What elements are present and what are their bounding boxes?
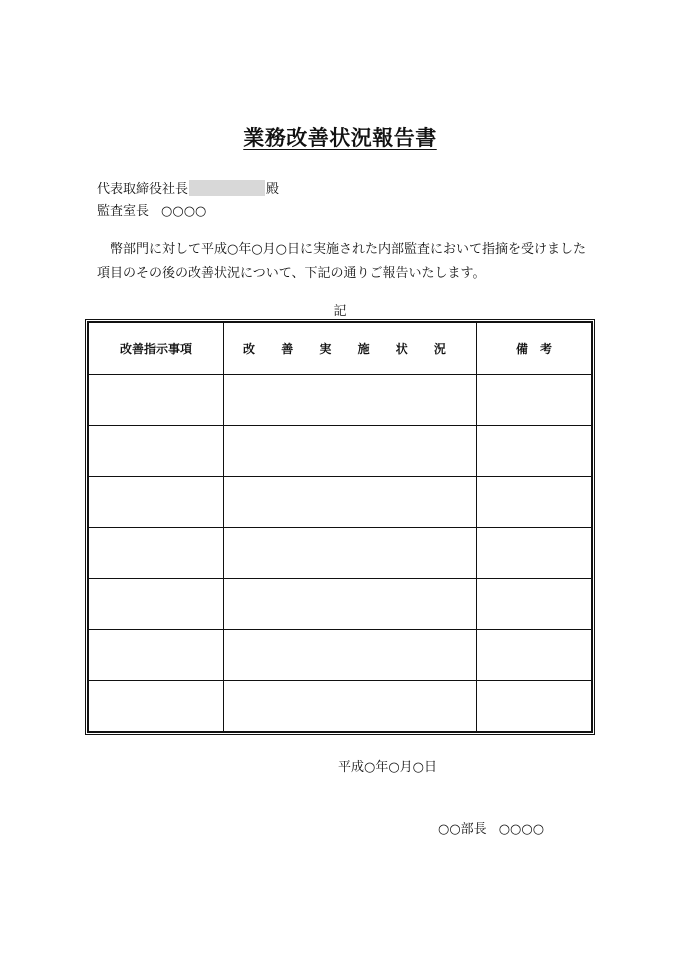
cell-implementation-status (224, 528, 477, 579)
cell-improvement-item (89, 477, 224, 528)
cell-remarks (477, 375, 592, 426)
cell-remarks (477, 477, 592, 528)
redacted-name (189, 180, 265, 196)
body-paragraph (97, 238, 597, 286)
body-line-1: 幣部門に対して平成○年○月○日に実施された内部監査において指摘を受けました (110, 242, 587, 257)
table-row (89, 630, 592, 681)
table-row (89, 528, 592, 579)
signer (438, 818, 544, 837)
cell-remarks (477, 630, 592, 681)
sender (97, 200, 206, 219)
table-row (89, 477, 592, 528)
cell-remarks (477, 681, 592, 732)
header-implementation-status: 改 善 実 施 状 況 (224, 323, 477, 375)
cell-improvement-item (89, 681, 224, 732)
cell-remarks (477, 426, 592, 477)
addressee-title: 代表取締役社長 (97, 182, 189, 197)
cell-improvement-item (89, 426, 224, 477)
cell-implementation-status (224, 681, 477, 732)
cell-implementation-status (224, 477, 477, 528)
cell-implementation-status (224, 426, 477, 477)
table-row (89, 681, 592, 732)
cell-implementation-status (224, 579, 477, 630)
table-header-row (89, 323, 592, 375)
ki-label: 記 (333, 304, 347, 319)
addressee (97, 178, 279, 197)
report-date: 平成○年○月○日 (338, 760, 438, 775)
cell-improvement-item (89, 579, 224, 630)
sender-title: 監査室長 (97, 204, 150, 219)
cell-improvement-item (89, 630, 224, 681)
cell-remarks (477, 579, 592, 630)
table-row (89, 579, 592, 630)
cell-remarks (477, 528, 592, 579)
table-row (89, 426, 592, 477)
cell-improvement-item (89, 375, 224, 426)
header-improvement-items: 改善指示事項 (89, 323, 224, 375)
cell-implementation-status (224, 375, 477, 426)
signer-dept: ○○部長 (438, 822, 487, 837)
document-title: 業務改善状況報告書 (243, 125, 437, 150)
header-remarks: 備 考 (477, 323, 592, 375)
sender-name: ○○○○ (161, 204, 207, 219)
cell-implementation-status (224, 630, 477, 681)
honorific: 殿 (266, 182, 280, 197)
body-line-2: 項目のその後の改善状況について、下記の通りご報告いたします。 (97, 266, 486, 281)
signer-name: ○○○○ (498, 822, 545, 837)
report-table (85, 319, 595, 735)
table-row (89, 375, 592, 426)
cell-improvement-item (89, 528, 224, 579)
